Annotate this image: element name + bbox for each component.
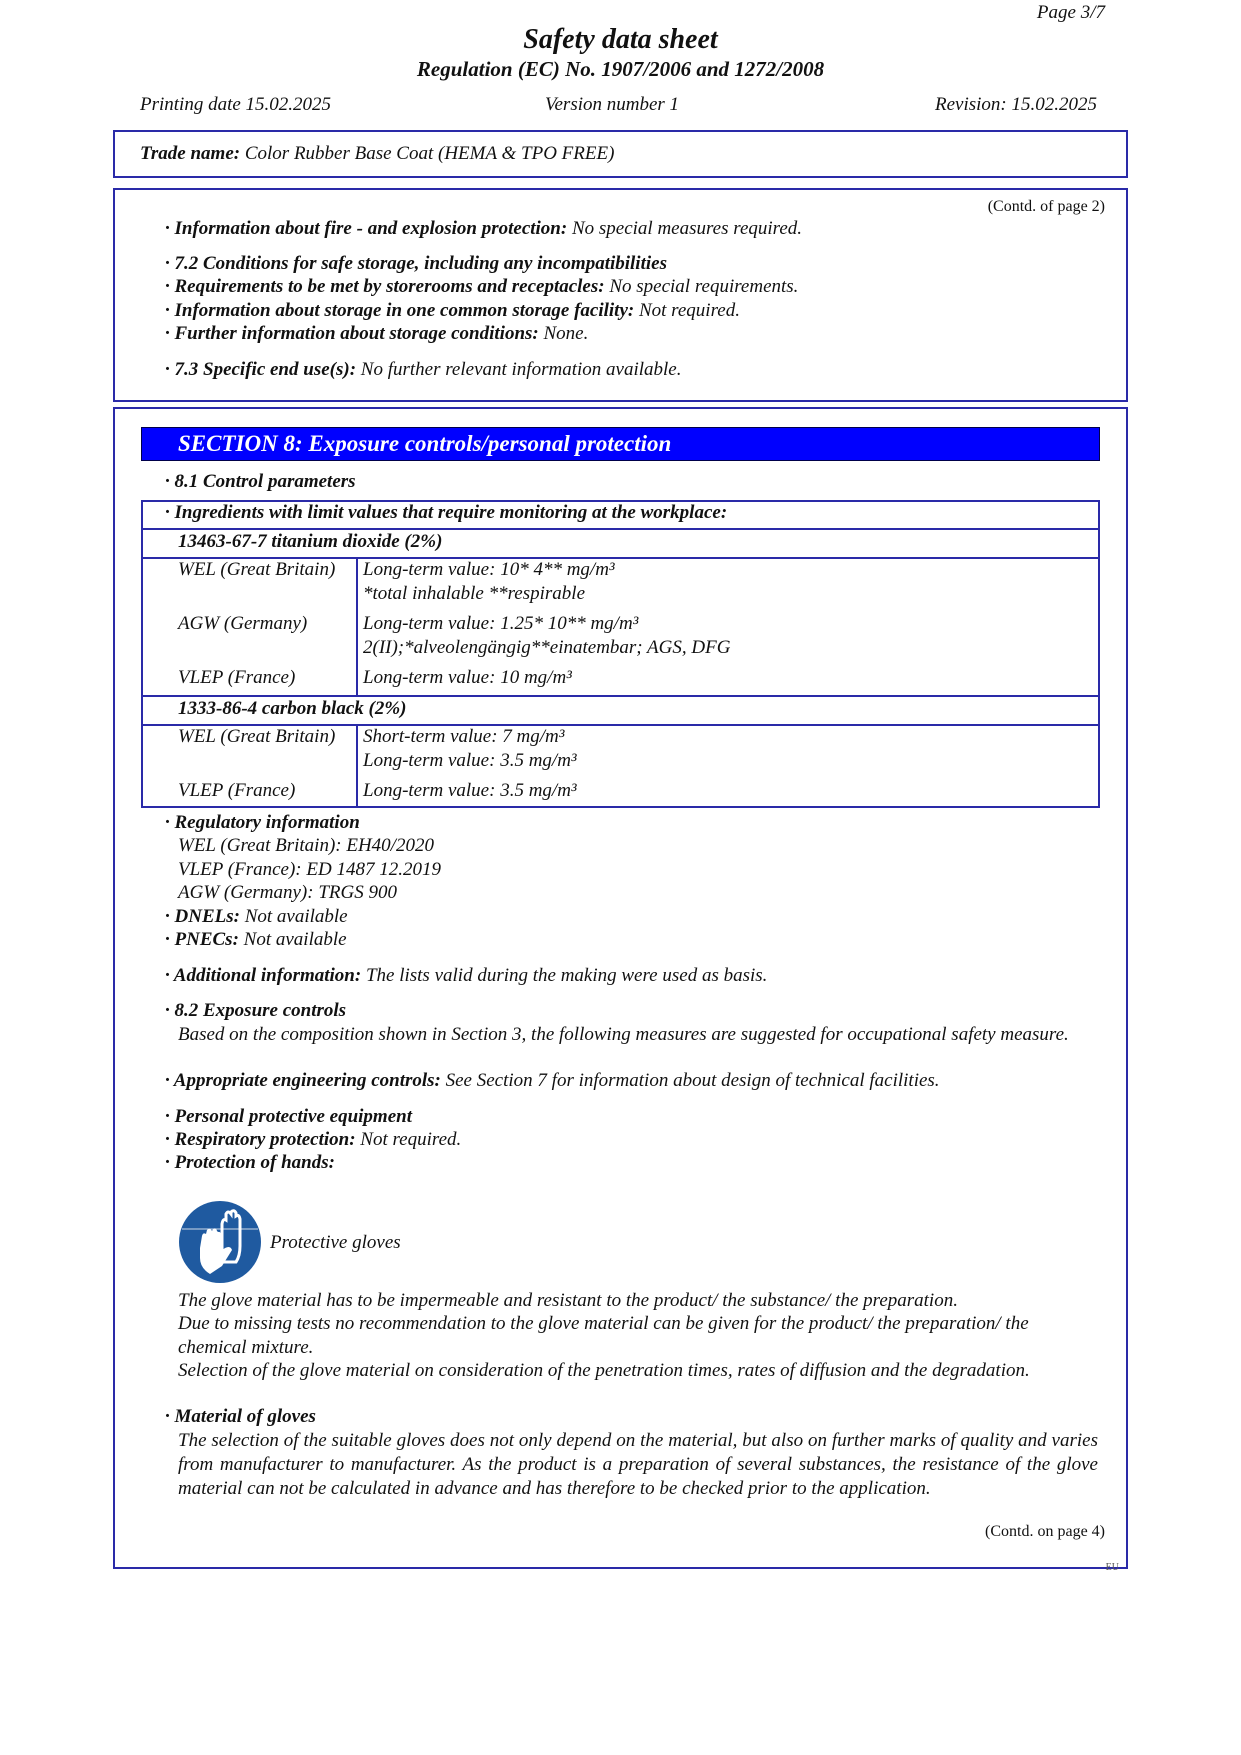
item-label: · 7.3 Specific end use(s): [165, 359, 357, 380]
printing-date: Printing date 15.02.2025 [140, 94, 332, 115]
further-storage-info [165, 323, 588, 345]
agency-label: VLEP (France) [178, 667, 296, 688]
limit-note: 2(II);*alveolengängig**einatembar; AGS, DFG [363, 637, 731, 658]
contd-of-page: (Contd. of page 2) [987, 198, 1105, 215]
agency-label: VLEP (France) [178, 780, 296, 801]
item-label: · Further information about storage conditions: [165, 323, 539, 344]
pnecs [165, 929, 347, 951]
version-number: Version number 1 [545, 94, 680, 115]
limit-note: *total inhalable **respirable [363, 583, 586, 604]
glove-text: Selection of the glove material on consideration of the penetration times, rates of diffusion and the degradation. [178, 1360, 1030, 1381]
substance-name: 13463-67-7 titanium dioxide (2%) [178, 531, 443, 552]
limit-value: Long-term value: 3.5 mg/m³ [363, 780, 577, 801]
trade-name [140, 143, 614, 165]
hand-protection-heading: · Protection of hands: [165, 1152, 335, 1173]
regulation-subtitle: Regulation (EC) No. 1907/2006 and 1272/2008 [416, 57, 825, 81]
regulatory-line: VLEP (France): ED 1487 12.2019 [178, 859, 441, 880]
section8-heading: SECTION 8: Exposure controls/personal protection [141, 427, 1100, 461]
item-label: · DNELs: [165, 906, 240, 927]
control-parameters-heading: · 8.1 Control parameters [165, 471, 356, 492]
storeroom-requirements [165, 276, 798, 298]
item-value: Not available [239, 906, 348, 927]
engineering-controls [165, 1070, 940, 1092]
item-label: · Additional information: [165, 965, 362, 986]
agency-label: WEL (Great Britain) [178, 559, 336, 580]
protective-gloves-icon [178, 1200, 262, 1284]
glove-caption: Protective gloves [270, 1232, 401, 1253]
exposure-controls-text: Based on the composition shown in Section 3, the following measures are suggested for occupational safety measure. [178, 1024, 1069, 1045]
region-code: EU [1105, 1562, 1119, 1573]
item-value: Not required. [355, 1129, 462, 1150]
item-label: · Requirements to be met by storerooms and receptacles: [165, 276, 605, 297]
contd-on-page: (Contd. on page 4) [985, 1523, 1105, 1540]
document-title: Safety data sheet [523, 24, 718, 55]
item-value: No further relevant information available. [356, 359, 682, 380]
regulatory-info-heading: · Regulatory information [165, 812, 360, 833]
limit-value: Long-term value: 10* 4** mg/m³ [363, 559, 615, 580]
regulatory-line: WEL (Great Britain): EH40/2020 [178, 835, 434, 856]
trade-name-label: Trade name: [140, 143, 241, 164]
page-number: Page 3/7 [1036, 2, 1105, 23]
item-label: · Respiratory protection: [165, 1129, 356, 1150]
dnels [165, 906, 348, 928]
item-label: · Appropriate engineering controls: [165, 1070, 441, 1091]
limit-value: Long-term value: 10 mg/m³ [363, 667, 572, 688]
material-of-gloves-text: The selection of the suitable gloves does not only depend on the material, but also on further marks of quality and varies from manufacturer to manufacturer. As the product is a preparation of several substances, the resistance of the glove material can not be calculated in advance and has therefore to be checked prior to the application. [178, 1430, 1098, 1499]
agency-label: WEL (Great Britain) [178, 726, 336, 747]
fire-protection-info [165, 218, 802, 240]
revision-date: Revision: 15.02.2025 [934, 94, 1097, 115]
limit-value: Short-term value: 7 mg/m³ [363, 726, 565, 747]
regulatory-line: AGW (Germany): TRGS 900 [178, 882, 397, 903]
limit-value: Long-term value: 1.25* 10** mg/m³ [363, 613, 639, 634]
glove-text: Due to missing tests no recommendation to the glove material can be given for the product/ the preparation/ the chemical mixture. [178, 1313, 1029, 1358]
additional-information [165, 965, 767, 987]
trade-name-value: Color Rubber Base Coat (HEMA & TPO FREE) [244, 143, 615, 164]
limit-value: Long-term value: 3.5 mg/m³ [363, 750, 577, 771]
column-divider [356, 724, 358, 808]
storage-conditions-heading: · 7.2 Conditions for safe storage, including any incompatibilities [165, 253, 667, 274]
table-heading: · Ingredients with limit values that require monitoring at the workplace: [165, 502, 728, 523]
item-label: · Information about storage in one common storage facility: [165, 300, 635, 321]
common-storage-info [165, 300, 740, 322]
item-value: None. [538, 323, 589, 344]
item-value: No special requirements. [604, 276, 799, 297]
ppe-heading: · Personal protective equipment [165, 1106, 412, 1127]
item-value: The lists valid during the making were used as basis. [361, 965, 768, 986]
item-value: Not required. [634, 300, 740, 321]
material-of-gloves-heading: · Material of gloves [165, 1406, 316, 1427]
respiratory-protection [165, 1129, 461, 1151]
specific-end-use [165, 359, 681, 381]
item-label: · Information about fire - and explosion protection: [165, 218, 568, 239]
glove-text: The glove material has to be impermeable and resistant to the product/ the substance/ the preparation. [178, 1290, 958, 1311]
column-divider [356, 557, 358, 697]
item-value: Not available [238, 929, 347, 950]
exposure-controls-heading: · 8.2 Exposure controls [165, 1000, 347, 1021]
item-value: See Section 7 for information about design of technical facilities. [440, 1070, 940, 1091]
agency-label: AGW (Germany) [178, 613, 308, 634]
item-value: No special measures required. [567, 218, 803, 239]
substance-name: 1333-86-4 carbon black (2%) [178, 698, 407, 719]
item-label: · PNECs: [165, 929, 239, 950]
